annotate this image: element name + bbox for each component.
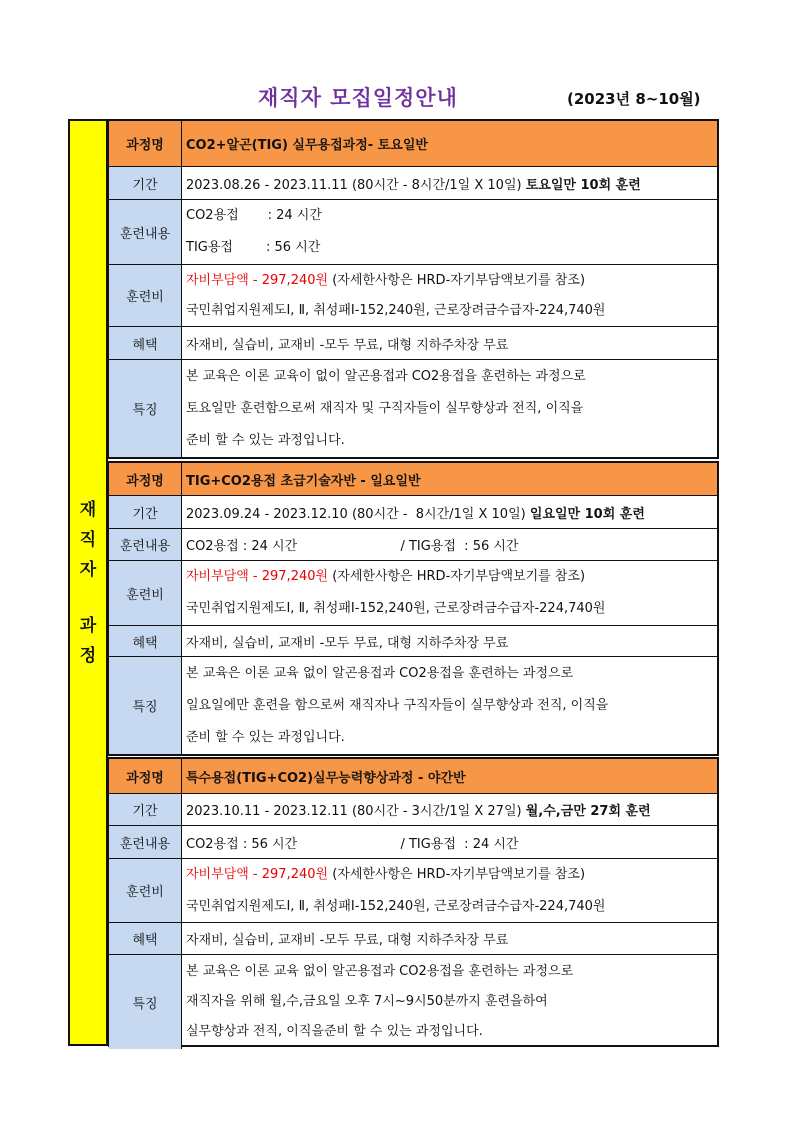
- content-label: 훈련내용: [109, 200, 182, 264]
- period-label: 기간: [109, 167, 182, 199]
- feature-row: [109, 657, 717, 754]
- content-label: 훈련내용: [109, 529, 182, 560]
- feature-value: 본 교육은 이론 교육 없이 알곤용접과 CO2용접을 훈련하는 과정으로 재직자을 위해 월,수,금요일 오후 7시~9시50분까지 훈련을하여 실무향상과 전직, 이직을준비 할 수 있는 과정입니다.: [186, 964, 574, 1039]
- fee-row: [109, 859, 717, 923]
- period-row: [109, 794, 717, 826]
- course-header-row: [109, 463, 717, 496]
- fee-row: [109, 561, 717, 626]
- page-title: [0, 82, 794, 112]
- course-block-3: [108, 757, 719, 1047]
- course-name: TIG+CO2용접 초급기술자반 - 일요일반: [182, 463, 717, 495]
- fee-label: 훈련비: [109, 265, 182, 326]
- content-row: [109, 200, 717, 265]
- fee-label: 훈련비: [109, 859, 182, 922]
- sidebar-char: 재: [79, 499, 97, 520]
- sidebar-category: [68, 119, 108, 1046]
- benefit-label: 혜택: [109, 626, 182, 656]
- course-block-1: [108, 119, 719, 459]
- fee-value: 자비부담액 - 297,240원 (자세한사항은 HRD-자기부담액보기를 참조) 국민취업지원제도Ⅰ, Ⅱ, 취성패Ⅰ-152,240원, 근로장려금수급자-224,740원: [186, 569, 606, 616]
- period-row: [109, 167, 717, 200]
- course-name: CO2+알곤(TIG) 실무용접과정- 토요일반: [182, 121, 717, 166]
- feature-value: 본 교육은 이론 교육 없이 알곤용접과 CO2용접을 훈련하는 과정으로 일요일에만 훈련을 함으로써 재직자나 구직자들이 실무향상과 전직, 이직을 준비 할 수 있는 과정입니다.: [186, 665, 609, 745]
- benefit-row: [109, 327, 717, 360]
- content-row: [109, 826, 717, 859]
- feature-value: 본 교육은 이론 교육이 없이 알곤용접과 CO2용접을 훈련하는 과정으로 토요일만 훈련함으로써 재직자 및 구직자들이 실무향상과 전직, 이직을 준비 할 수 있는 과정입니다.: [186, 368, 586, 448]
- period-label: 기간: [109, 794, 182, 825]
- feature-label: 특징: [109, 360, 182, 457]
- course-header-row: [109, 759, 717, 794]
- benefit-value: 자재비, 실습비, 교재비 -모두 무료, 대형 지하주차장 무료: [186, 337, 509, 353]
- content-row: [109, 529, 717, 561]
- feature-label: 특징: [109, 657, 182, 754]
- benefit-value: 자재비, 실습비, 교재비 -모두 무료, 대형 지하주차장 무료: [186, 635, 509, 651]
- benefit-label: 혜택: [109, 923, 182, 954]
- fee-value: 자비부담액 - 297,240원 (자세한사항은 HRD-자기부담액보기를 참조) 국민취업지원제도Ⅰ, Ⅱ, 취성패Ⅰ-152,240원, 근로장려금수급자-224,740원: [186, 272, 606, 318]
- sidebar-char: 과: [79, 615, 97, 636]
- course-block-2: [108, 461, 719, 756]
- course-label: 과정명: [109, 463, 182, 495]
- period-value: 2023.09.24 - 2023.12.10 (80시간 - 8시간/1일 X 10일) 일요일만 10회 훈련: [186, 506, 645, 522]
- course-label: 과정명: [109, 121, 182, 166]
- feature-row: [109, 360, 717, 457]
- period-value: 2023.10.11 - 2023.12.11 (80시간 - 3시간/1일 X 27일) 월,수,금만 27회 훈련: [186, 804, 651, 819]
- content-label: 훈련내용: [109, 826, 182, 858]
- benefit-value: 자재비, 실습비, 교재비 -모두 무료, 대형 지하주차장 무료: [186, 933, 509, 948]
- content-value: CO2용접 : 24 시간 TIG용접 : 56 시간: [186, 208, 322, 255]
- period-label: 기간: [109, 496, 182, 528]
- benefit-label: 혜택: [109, 327, 182, 359]
- benefit-row: [109, 626, 717, 657]
- course-name: 특수용접(TIG+CO2)실무능력향상과정 - 야간반: [182, 759, 717, 793]
- title-period: (2023년 8~10월): [567, 90, 701, 108]
- period-row: [109, 496, 717, 529]
- feature-label: 특징: [109, 955, 182, 1049]
- sidebar-char: 직: [79, 529, 97, 550]
- sidebar-char: 자: [79, 559, 97, 580]
- fee-value: 자비부담액 - 297,240원 (자세한사항은 HRD-자기부담액보기를 참조) 국민취업지원제도Ⅰ, Ⅱ, 취성패Ⅰ-152,240원, 근로장려금수급자-224,740원: [186, 866, 606, 914]
- title-main: 재직자 모집일정안내: [258, 86, 458, 110]
- benefit-row: [109, 923, 717, 955]
- fee-label: 훈련비: [109, 561, 182, 625]
- content-value: CO2용접 : 56 시간 / TIG용접 : 24 시간: [186, 836, 519, 852]
- content-value: CO2용접 : 24 시간 / TIG용접 : 56 시간: [186, 539, 519, 554]
- course-header-row: [109, 121, 717, 167]
- period-value: 2023.08.26 - 2023.11.11 (80시간 - 8시간/1일 X 10일) 토요일만 10회 훈련: [186, 177, 641, 193]
- feature-row: [109, 955, 717, 1049]
- course-label: 과정명: [109, 759, 182, 793]
- fee-row: [109, 265, 717, 327]
- sidebar-char: 정: [79, 645, 97, 666]
